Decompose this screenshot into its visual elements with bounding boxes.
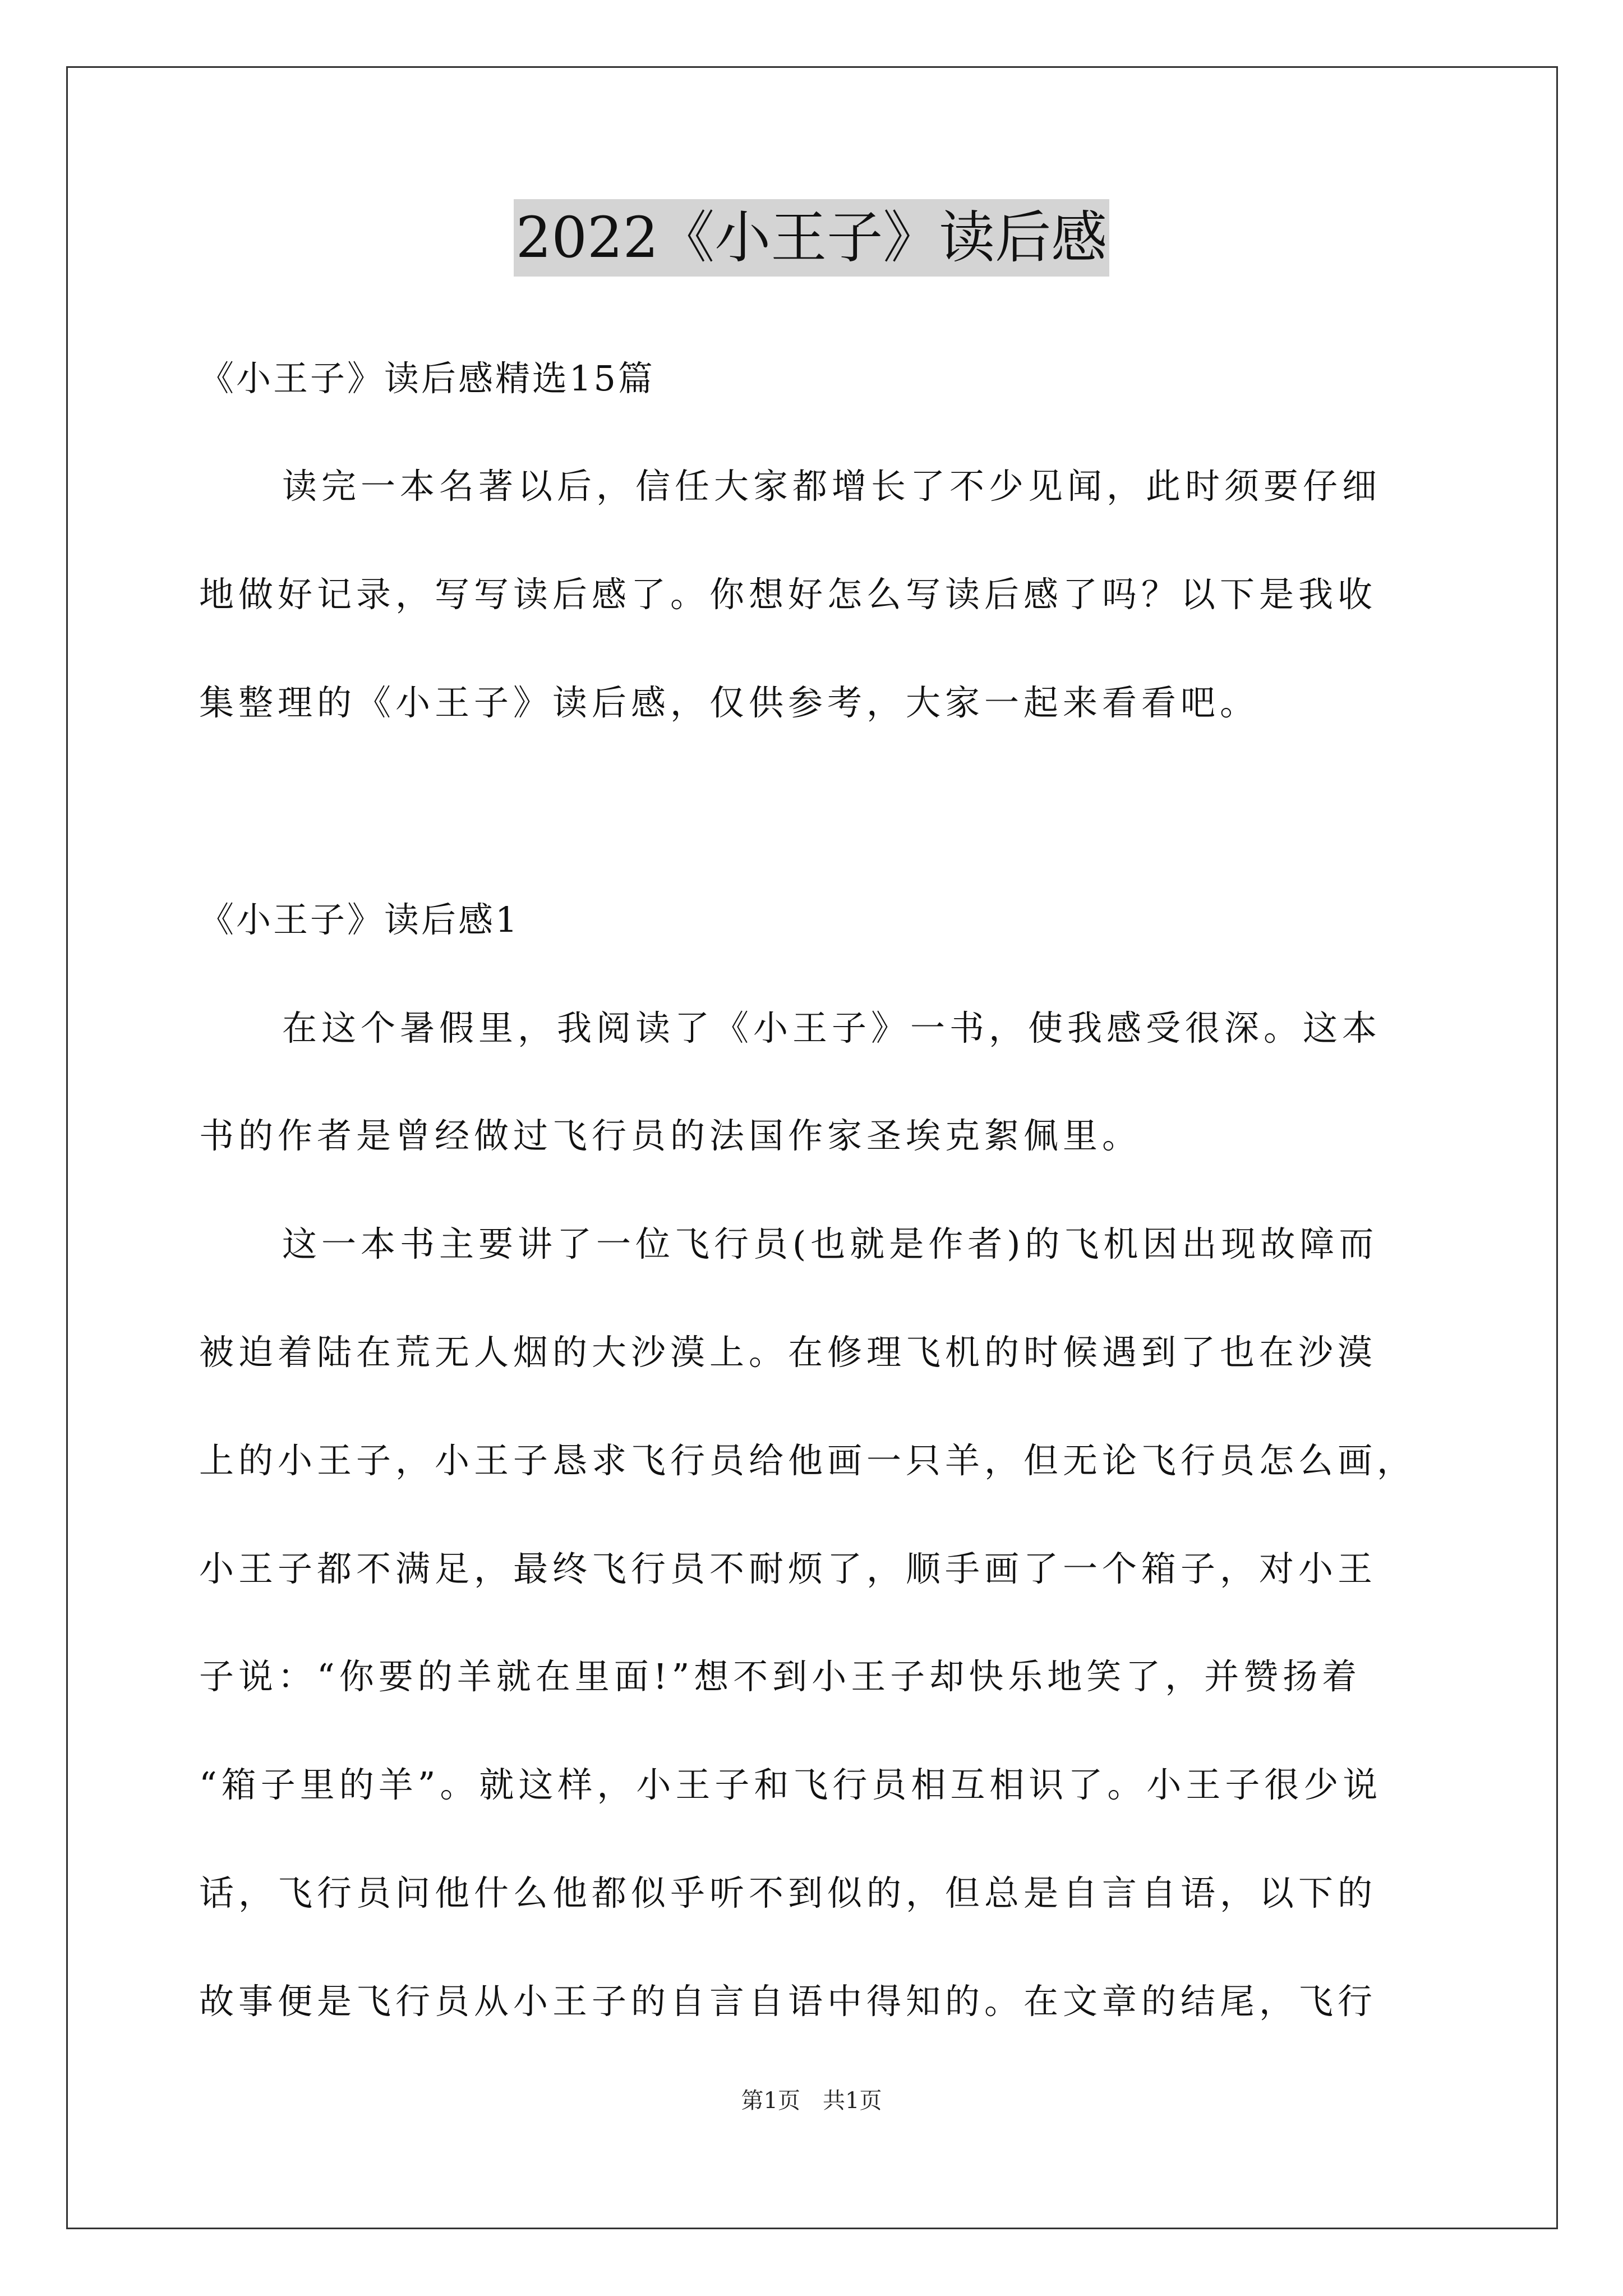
intro-line-1: 读完一本名著以后，信任大家都增长了不少见闻，此时须要仔细 [282, 466, 1382, 507]
para1-line-2: 书的作者是曾经做过飞行员的法国作家圣埃克絮佩里。 [199, 1115, 1142, 1156]
intro-line-3: 集整理的《小王子》读后感，仅供参考，大家一起来看看吧。 [199, 682, 1260, 723]
para2-line-5: 子说：“你要的羊就在里面!”想不到小王子却快乐地笑了，并赞扬着 [199, 1656, 1362, 1697]
para2-line-7: 话，飞行员问他什么他都似乎听不到似的，但总是自言自语，以下的 [199, 1872, 1377, 1913]
page-footer: 第1页 共1页 [741, 2088, 882, 2114]
title-container [0, 199, 1623, 277]
para2-line-6: “箱子里的羊”。就这样，小王子和飞行员相互相识了。小王子很少说 [199, 1764, 1382, 1805]
para2-line-1: 这一本书主要讲了一位飞行员(也就是作者)的飞机因出现故障而 [282, 1223, 1378, 1264]
para2-line-2: 被迫着陆在荒无人烟的大沙漠上。在修理飞机的时候遇到了也在沙漠 [199, 1332, 1377, 1373]
intro-line-2: 地做好记录，写写读后感了。你想好怎么写读后感了吗？以下是我收 [199, 574, 1377, 615]
para1-line-1: 在这个暑假里，我阅读了《小王子》一书，使我感受很深。这本 [282, 1007, 1382, 1048]
section-heading: 《小王子》读后感1 [199, 899, 520, 940]
document-subtitle: 《小王子》读后感精选15篇 [199, 358, 655, 399]
para2-line-4: 小王子都不满足，最终飞行员不耐烦了，顺手画了一个箱子，对小王 [199, 1548, 1377, 1589]
document-title: 2022《小王子》读后感 [514, 199, 1110, 277]
para2-line-3: 上的小王子，小王子恳求飞行员给他画一只羊，但无论飞行员怎么画， [199, 1440, 1417, 1481]
para2-line-8: 故事便是飞行员从小王子的自言自语中得知的。在文章的结尾，飞行 [199, 1981, 1377, 2022]
